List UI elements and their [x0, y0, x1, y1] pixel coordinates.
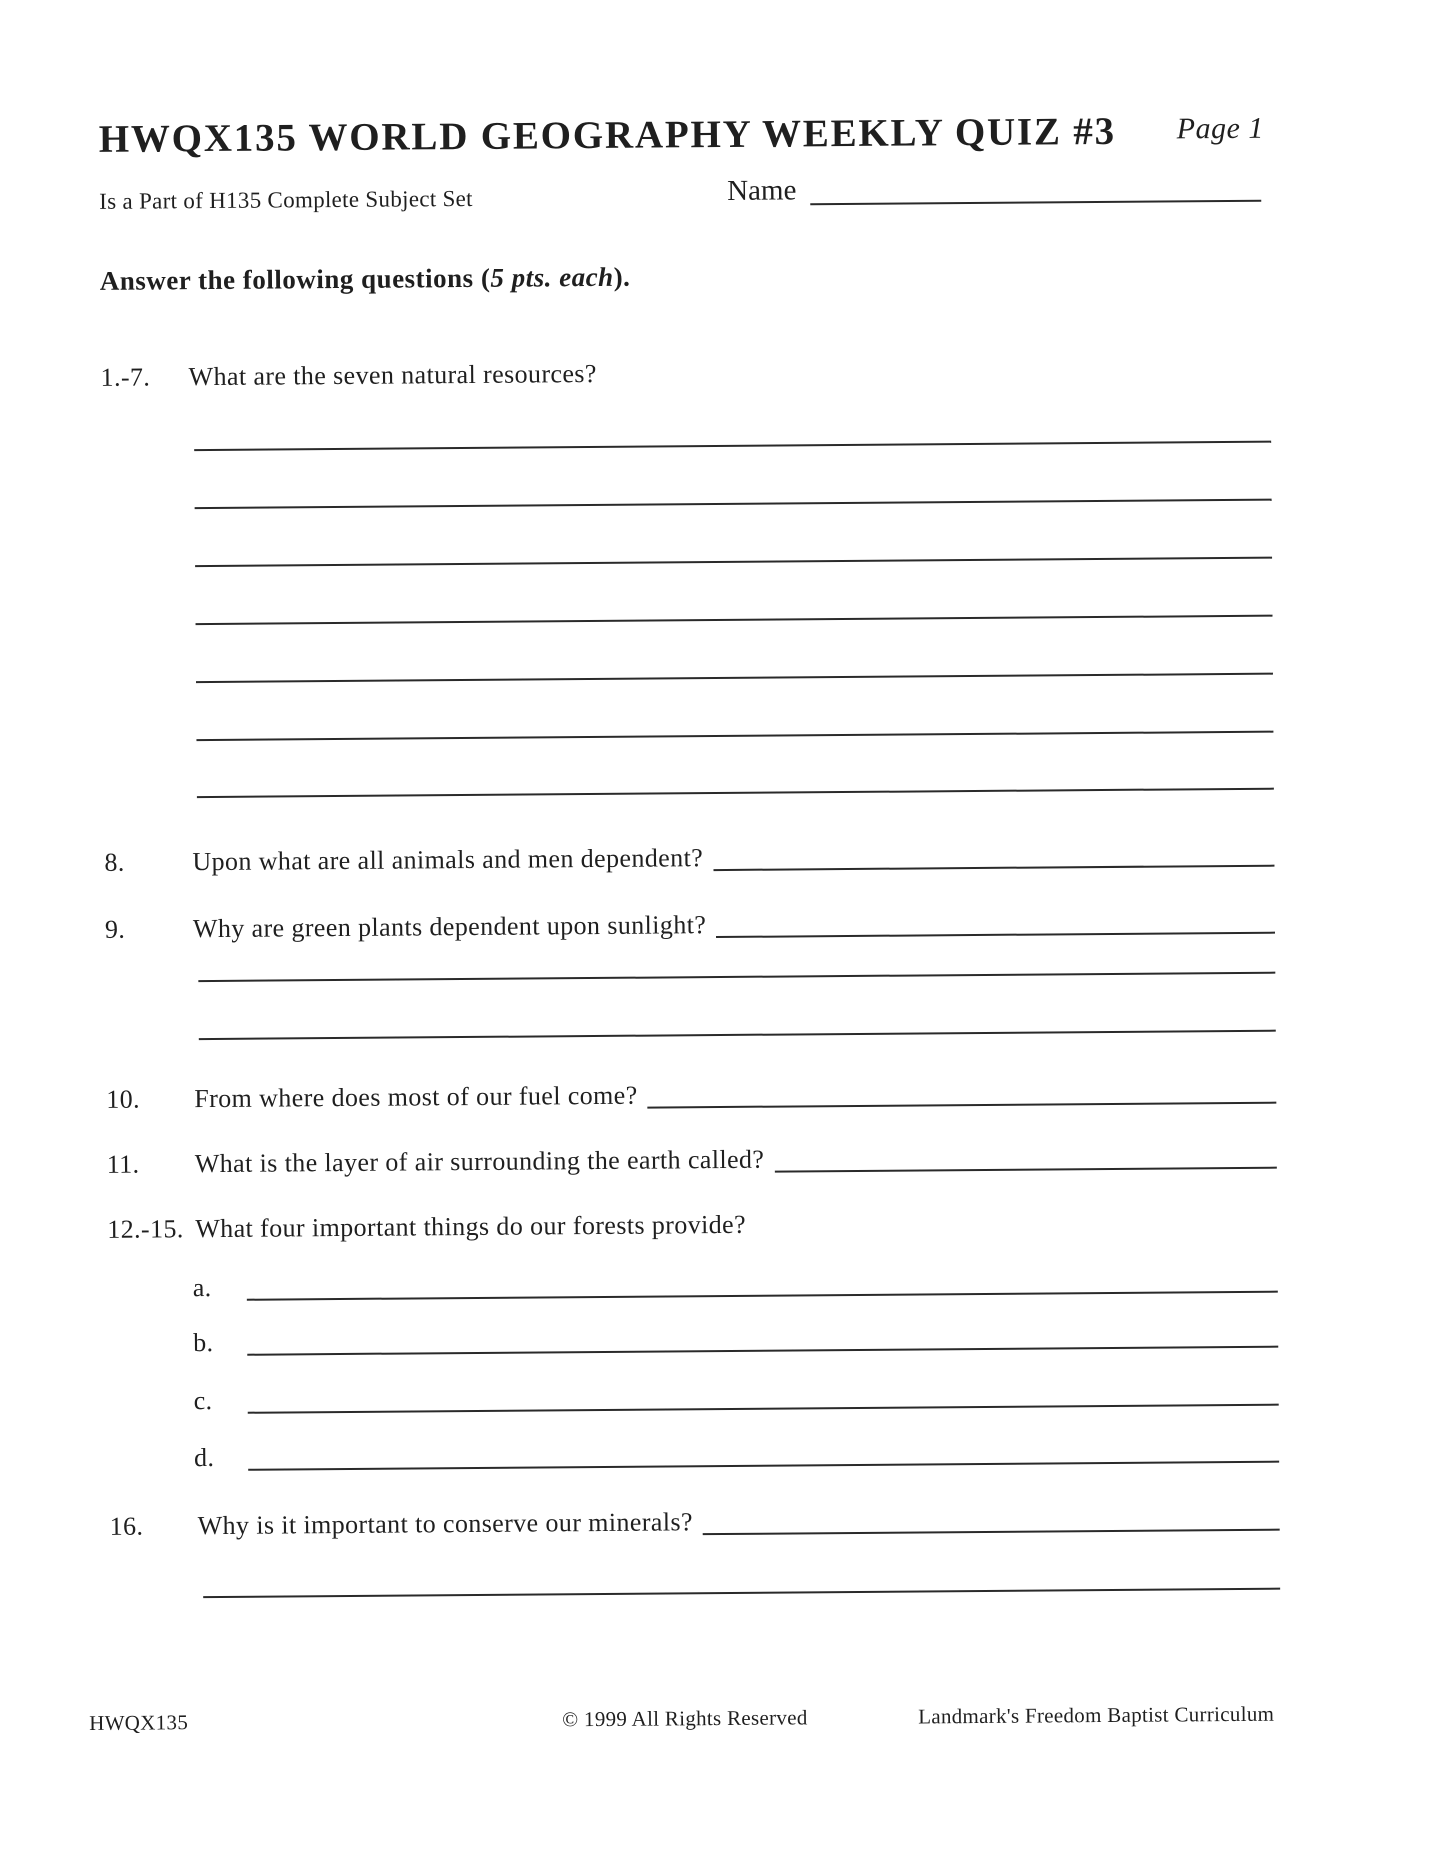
instructions-tail: ). — [613, 261, 631, 292]
question-text: What are the seven natural resources? — [188, 358, 597, 392]
question-number: 11. — [106, 1149, 140, 1179]
answer-line — [194, 441, 1271, 451]
question-number: 16. — [109, 1511, 144, 1541]
answer-line — [198, 972, 1275, 982]
sub-answer-d — [194, 1433, 1279, 1476]
question-text: From where does most of our fuel come? — [194, 1080, 638, 1114]
answer-line — [197, 788, 1274, 798]
instructions — [100, 262, 631, 297]
question-text: What is the layer of air surrounding the earth called? — [194, 1144, 765, 1179]
answer-line — [195, 557, 1272, 567]
page-title: HWQX135 WORLD GEOGRAPHY WEEKLY QUIZ #3 — [98, 109, 1117, 161]
answer-line — [203, 1588, 1280, 1598]
question-text: Why are green plants dependent upon sunlight? — [192, 910, 707, 944]
sub-answer-a — [193, 1263, 1278, 1306]
question-number: 9. — [104, 914, 126, 944]
answer-line — [199, 1030, 1276, 1040]
sub-item-label: d. — [193, 1443, 215, 1473]
sub-item-label: b. — [193, 1328, 214, 1358]
name-label: Name — [727, 174, 797, 207]
footer-code: HWQX135 — [89, 1710, 189, 1735]
sub-answer-b — [193, 1318, 1278, 1361]
footer-copyright: © 1999 All Rights Reserved — [562, 1705, 808, 1732]
question-8 — [104, 837, 1274, 880]
question-number: 1.-7. — [100, 362, 151, 392]
question-12-15 — [107, 1204, 1277, 1247]
question-number: 12.-15. — [107, 1214, 184, 1244]
name-answer-line — [811, 200, 1262, 206]
answer-line — [248, 1461, 1279, 1471]
answer-line — [716, 932, 1275, 938]
question-text: What four important things do our forests provide? — [195, 1209, 747, 1244]
sub-answer-c — [194, 1376, 1279, 1419]
answer-line — [196, 615, 1273, 625]
question-number: 10. — [106, 1084, 141, 1114]
answer-line — [248, 1404, 1279, 1414]
sub-item-label: a. — [192, 1273, 212, 1303]
question-11 — [107, 1139, 1277, 1182]
instructions-lead: Answer the following questions ( — [99, 262, 491, 296]
answer-line — [774, 1167, 1276, 1173]
answer-line — [648, 1102, 1277, 1109]
answer-line — [196, 731, 1273, 741]
page-number: Page 1 — [1176, 111, 1264, 146]
question-1-7 — [100, 352, 1270, 395]
answer-line — [195, 499, 1272, 509]
question-text: Upon what are all animals and men dependent? — [192, 843, 704, 877]
question-9 — [105, 904, 1275, 947]
answer-line — [703, 1529, 1280, 1536]
answer-line — [713, 865, 1274, 871]
question-number: 8. — [104, 847, 125, 877]
question-16 — [109, 1501, 1279, 1544]
question-text: Why is it important to conserve our minerals? — [197, 1507, 694, 1541]
answer-line — [247, 1346, 1278, 1356]
sub-item-label: c. — [193, 1386, 213, 1416]
question-10 — [106, 1074, 1276, 1117]
answer-line — [247, 1291, 1278, 1301]
name-row — [727, 168, 1261, 210]
footer-publisher: Landmark's Freedom Baptist Curriculum — [918, 1701, 1275, 1729]
instructions-points: 5 pts. each — [490, 261, 614, 293]
subset-note: Is a Part of H135 Complete Subject Set — [99, 185, 473, 214]
answer-line — [196, 673, 1273, 683]
